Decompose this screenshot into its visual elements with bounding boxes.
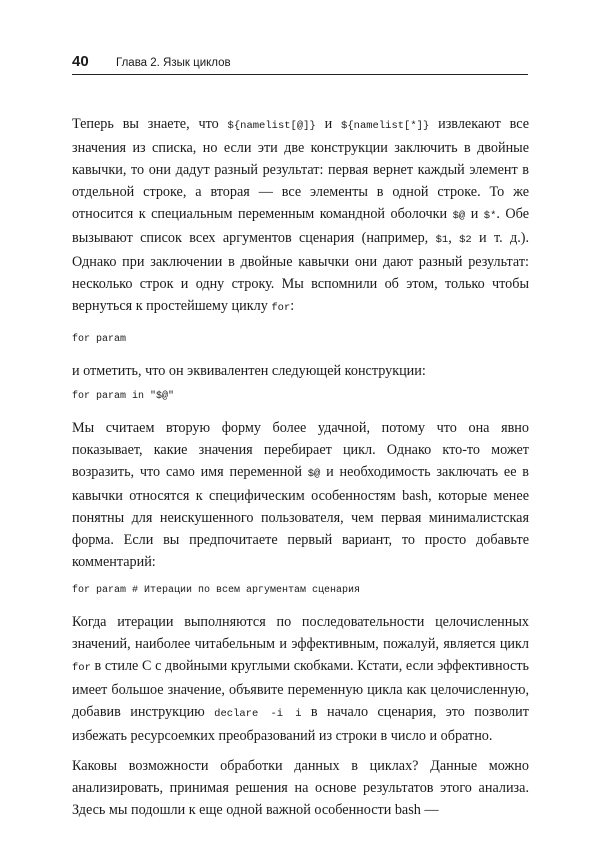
inline-code: for (271, 302, 291, 314)
paragraph-1: Теперь вы знаете, что ${namelist[@]} и ${namelist[*]} извлекают все значения из списка, но если эти две конструкции заключить в двойные кавычки, то они дадут разный результат: первая вернет каждый элемент в отдельной строке, а вторая — все элементы в одной строке. То же относится к специальным переменным командной оболочки $@ и $*. Обе вызывают список всех аргументов сценария (например, $1, $2 и т. д.). Однако при заключении в двойные кавычки они дают разный результат: несколько строк и одну строку. Мы вспомнили об этом, только чтобы вернуться к простейшему циклу for: (72, 116, 530, 314)
paragraph-2: и отметить, что он эквивалентен следующей конструкции: (72, 363, 426, 379)
inline-code: $1 (435, 234, 449, 246)
paragraph-3: Мы считаем вторую форму более удачной, потому что она явно показывает, какие значения перебирает цикл. Однако кто-то может возразить, что само имя переменной $@ и необходимость заключать ее в кавычки относятся к специфическим особенностям bash, которые менее понятны для неискушенного пользователя, чем первая минималистская форма. Если вы предпочитаете первый вариант, то просто добавьте комментарий: (72, 420, 529, 570)
code-block-3: for param # Итерации по всем аргументам сценария (72, 585, 361, 596)
inline-code: declare -i i (214, 708, 302, 720)
page-number: 40 (72, 53, 89, 70)
header-rule (72, 74, 528, 75)
code-block-2: for param in "$@" (72, 391, 175, 402)
inline-code: $@ (307, 468, 321, 480)
inline-code: $@ (452, 210, 466, 222)
inline-code: ${namelist[@]} (227, 120, 316, 132)
page-header (72, 52, 528, 74)
inline-code: $2 (459, 234, 472, 246)
chapter-title: Глава 2. Язык циклов (116, 57, 231, 69)
paragraph-5: Каковы возможности обработки данных в циклах? Данные можно анализировать, принимая решения на основе результатов этого анализа. Здесь мы подошли к еще одной важной особенности bash — (72, 758, 529, 818)
inline-code: for (72, 662, 91, 674)
inline-code: ${namelist[*]} (341, 120, 430, 132)
inline-code: $* (483, 210, 497, 222)
page-body (72, 113, 529, 821)
code-block-1: for param (72, 334, 127, 345)
paragraph-4: Когда итерации выполняются по последовательности целочисленных значений, наиболее читабельным и эффективным, пожалуй, является цикл for в стиле C с двойными круглыми скобками. Кстати, если эффективность имеет большое значение, объявите переменную цикла как целочисленную, добавив инструкцию declare -i i в начало сценария, это позволит избежать ресурсоемких преобразований из строки в число и обратно. (72, 614, 529, 744)
